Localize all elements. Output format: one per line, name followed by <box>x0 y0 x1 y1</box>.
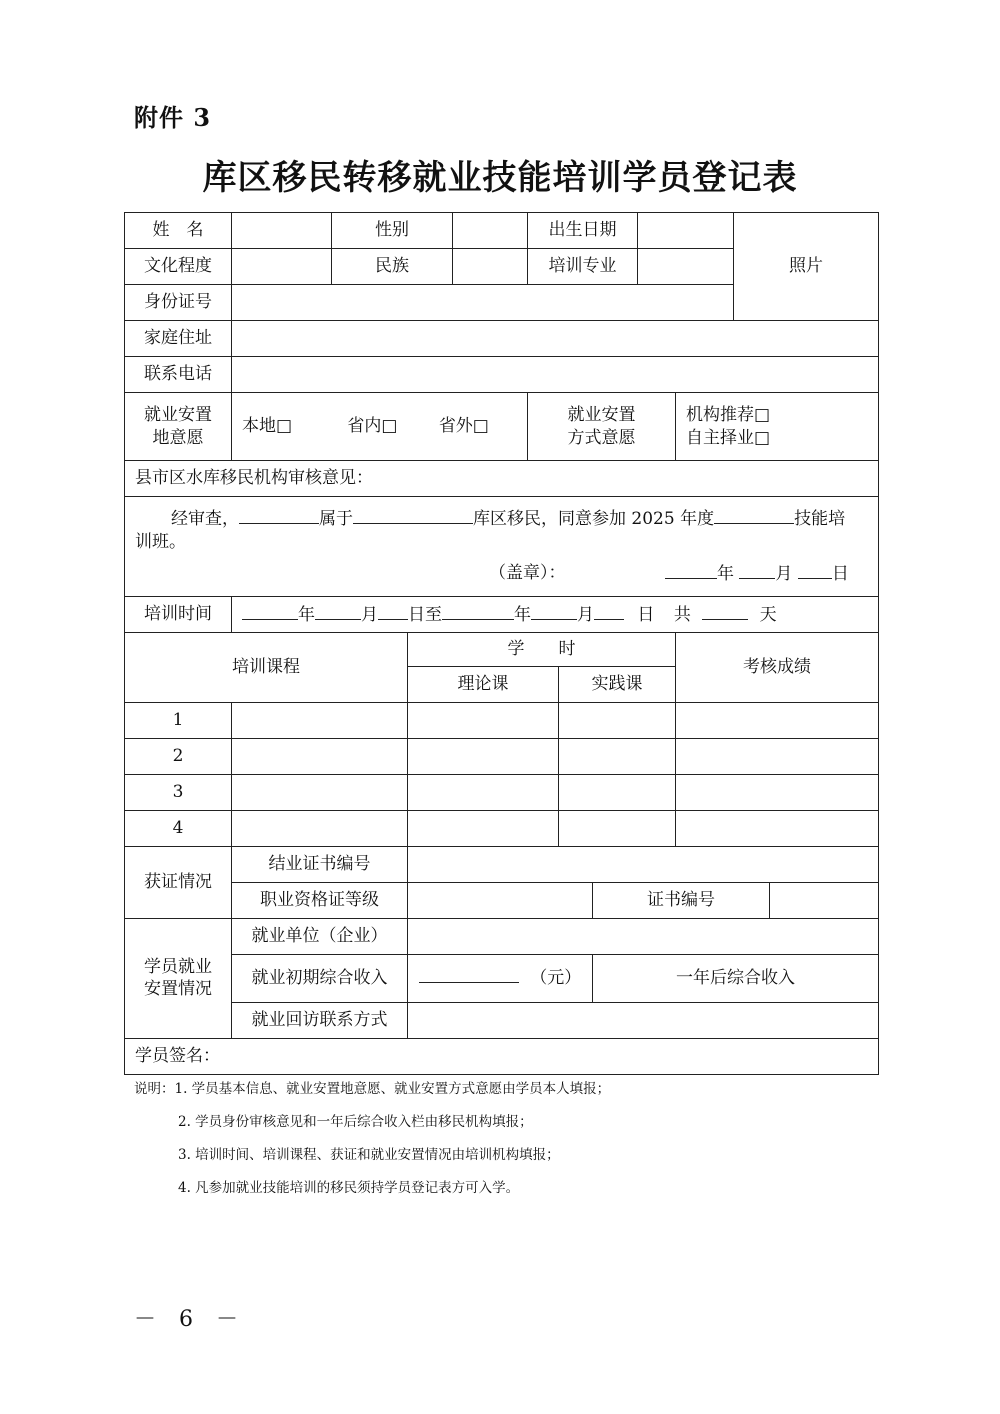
signature-field[interactable]: 学员签名： <box>125 1038 879 1074</box>
employment-label-line1: 学员就业 <box>144 956 212 977</box>
id-label: 身份证号 <box>125 285 232 321</box>
option-self[interactable]: 自主择业□ <box>686 427 771 448</box>
employment-label-line2: 安置情况 <box>144 979 212 1000</box>
start-year-blank[interactable] <box>242 603 298 620</box>
training-time-field <box>232 597 879 633</box>
practice-hours-field[interactable] <box>559 739 676 775</box>
course-name-field[interactable] <box>232 739 408 775</box>
review-text-2: 属于 <box>319 509 353 529</box>
review-month: 月 <box>775 563 793 584</box>
course-row-number: 1 <box>125 703 232 739</box>
theory-hours-field[interactable] <box>408 775 559 811</box>
address-label: 家庭住址 <box>125 321 232 357</box>
employer-field[interactable] <box>408 919 879 955</box>
placement-method-label-line2: 方式意愿 <box>567 427 636 448</box>
tt-day-to: 日至 <box>408 604 442 625</box>
qualification-field[interactable] <box>408 883 593 919</box>
score-field[interactable] <box>676 811 879 847</box>
followup-label: 就业回访联系方式 <box>232 1002 408 1038</box>
total-days-blank[interactable] <box>702 603 748 620</box>
tt-day2: 日 <box>637 604 655 625</box>
note-2: 2. 学员身份审核意见和一年后综合收入栏由移民机构填报； <box>178 1114 533 1130</box>
score-header: 考核成绩 <box>676 633 879 703</box>
employer-label: 就业单位（企业） <box>232 919 408 955</box>
tt-month2: 月 <box>577 604 594 625</box>
birth-label: 出生日期 <box>528 213 638 249</box>
theory-hours-field[interactable] <box>408 703 559 739</box>
placement-method-label <box>528 393 676 461</box>
major-label: 培训专业 <box>528 249 638 285</box>
theory-header: 理论课 <box>408 667 559 703</box>
practice-hours-field[interactable] <box>559 703 676 739</box>
employment-label <box>125 919 232 1039</box>
option-in-province[interactable]: 省内□ <box>347 416 398 437</box>
tt-total: 共 <box>673 604 691 625</box>
education-label: 文化程度 <box>125 249 232 285</box>
registration-form <box>124 212 879 1075</box>
review-month-blank[interactable] <box>739 562 775 579</box>
note-1: 说明：1. 学员基本信息、就业安置地意愿、就业安置方式意愿由学员本人填报； <box>134 1081 611 1097</box>
cert-no-field[interactable] <box>770 883 879 919</box>
initial-income-field[interactable] <box>408 955 593 1003</box>
tt-month: 月 <box>361 604 378 625</box>
review-year: 年 <box>717 563 734 584</box>
start-month-blank[interactable] <box>315 603 361 620</box>
review-stamp: （盖章）： <box>489 562 566 583</box>
practice-header: 实践课 <box>559 667 676 703</box>
ethnicity-label: 民族 <box>332 249 453 285</box>
start-day-blank[interactable] <box>378 603 408 620</box>
practice-hours-field[interactable] <box>559 811 676 847</box>
gender-field[interactable] <box>453 213 528 249</box>
review-blank-program[interactable] <box>714 507 794 524</box>
initial-income-unit: （元） <box>530 968 582 989</box>
review-text-4: 技能培 <box>794 509 846 529</box>
course-header: 培训课程 <box>125 633 408 703</box>
score-field[interactable] <box>676 739 879 775</box>
end-day-blank[interactable] <box>594 603 624 620</box>
qualification-label: 职业资格证等级 <box>232 883 408 919</box>
form-title: 库区移民转移就业技能培训学员登记表 <box>202 158 798 198</box>
note-3: 3. 培训时间、培训课程、获证和就业安置情况由培训机构填报； <box>178 1147 560 1163</box>
option-recommend[interactable]: 机构推荐□ <box>686 404 771 425</box>
review-blank-name[interactable] <box>239 507 319 524</box>
address-field[interactable] <box>232 321 879 357</box>
hours-header: 学 时 <box>408 633 676 667</box>
score-field[interactable] <box>676 703 879 739</box>
phone-label: 联系电话 <box>125 357 232 393</box>
course-row-number: 3 <box>125 775 232 811</box>
phone-field[interactable] <box>232 357 879 393</box>
tt-year: 年 <box>298 604 315 625</box>
gender-label: 性别 <box>332 213 453 249</box>
id-field[interactable] <box>232 285 734 321</box>
theory-hours-field[interactable] <box>408 739 559 775</box>
followup-field[interactable] <box>408 1002 879 1038</box>
education-field[interactable] <box>232 249 332 285</box>
tt-year2: 年 <box>514 604 531 625</box>
review-day: 日 <box>831 563 849 584</box>
completion-no-field[interactable] <box>408 847 879 883</box>
course-name-field[interactable] <box>232 703 408 739</box>
after-year-income-label: 一年后综合收入 <box>593 955 879 1003</box>
course-row-number: 2 <box>125 739 232 775</box>
end-year-blank[interactable] <box>442 603 514 620</box>
attachment-label: 附件 3 <box>134 103 212 132</box>
major-field[interactable] <box>638 249 734 285</box>
review-text-5: 训班。 <box>135 531 186 552</box>
birth-field[interactable] <box>638 213 734 249</box>
course-row-number: 4 <box>125 811 232 847</box>
review-year-blank[interactable] <box>665 562 717 579</box>
notes <box>134 1080 610 1212</box>
score-field[interactable] <box>676 775 879 811</box>
placement-location-label <box>125 393 232 461</box>
tt-days: 天 <box>759 604 777 625</box>
placement-location-options <box>232 393 528 461</box>
review-heading: 县市区水库移民机构审核意见： <box>125 461 879 497</box>
training-time-label: 培训时间 <box>125 597 232 633</box>
review-opinion <box>125 497 879 597</box>
review-blank-area[interactable] <box>353 507 473 524</box>
option-local[interactable]: 本地□ <box>242 416 293 437</box>
completion-no-label: 结业证书编号 <box>232 847 408 883</box>
course-name-field[interactable] <box>232 775 408 811</box>
name-field[interactable] <box>232 213 332 249</box>
name-label: 姓 名 <box>125 213 232 249</box>
note-4: 4. 凡参加就业技能培训的移民须持学员登记表方可入学。 <box>178 1180 520 1196</box>
practice-hours-field[interactable] <box>559 775 676 811</box>
end-month-blank[interactable] <box>531 603 577 620</box>
placement-location-label-line2: 地意愿 <box>152 427 204 448</box>
review-text-3: 库区移民，同意参加 2025 年度 <box>473 509 715 529</box>
theory-hours-field[interactable] <box>408 811 559 847</box>
placement-method-options <box>676 393 879 461</box>
option-out-province[interactable]: 省外□ <box>438 416 489 437</box>
course-name-field[interactable] <box>232 811 408 847</box>
initial-income-blank[interactable] <box>419 966 519 983</box>
placement-method-label-line1: 就业安置 <box>567 404 636 425</box>
cert-no-label: 证书编号 <box>593 883 770 919</box>
placement-location-label-line1: 就业安置 <box>144 404 212 425</box>
page-number: － 6 － <box>134 1307 246 1332</box>
certificate-label: 获证情况 <box>125 847 232 919</box>
review-text-1: 经审查， <box>171 509 239 529</box>
review-day-blank[interactable] <box>798 562 832 579</box>
initial-income-label: 就业初期综合收入 <box>232 955 408 1003</box>
photo-area[interactable]: 照片 <box>734 213 879 321</box>
ethnicity-field[interactable] <box>453 249 528 285</box>
